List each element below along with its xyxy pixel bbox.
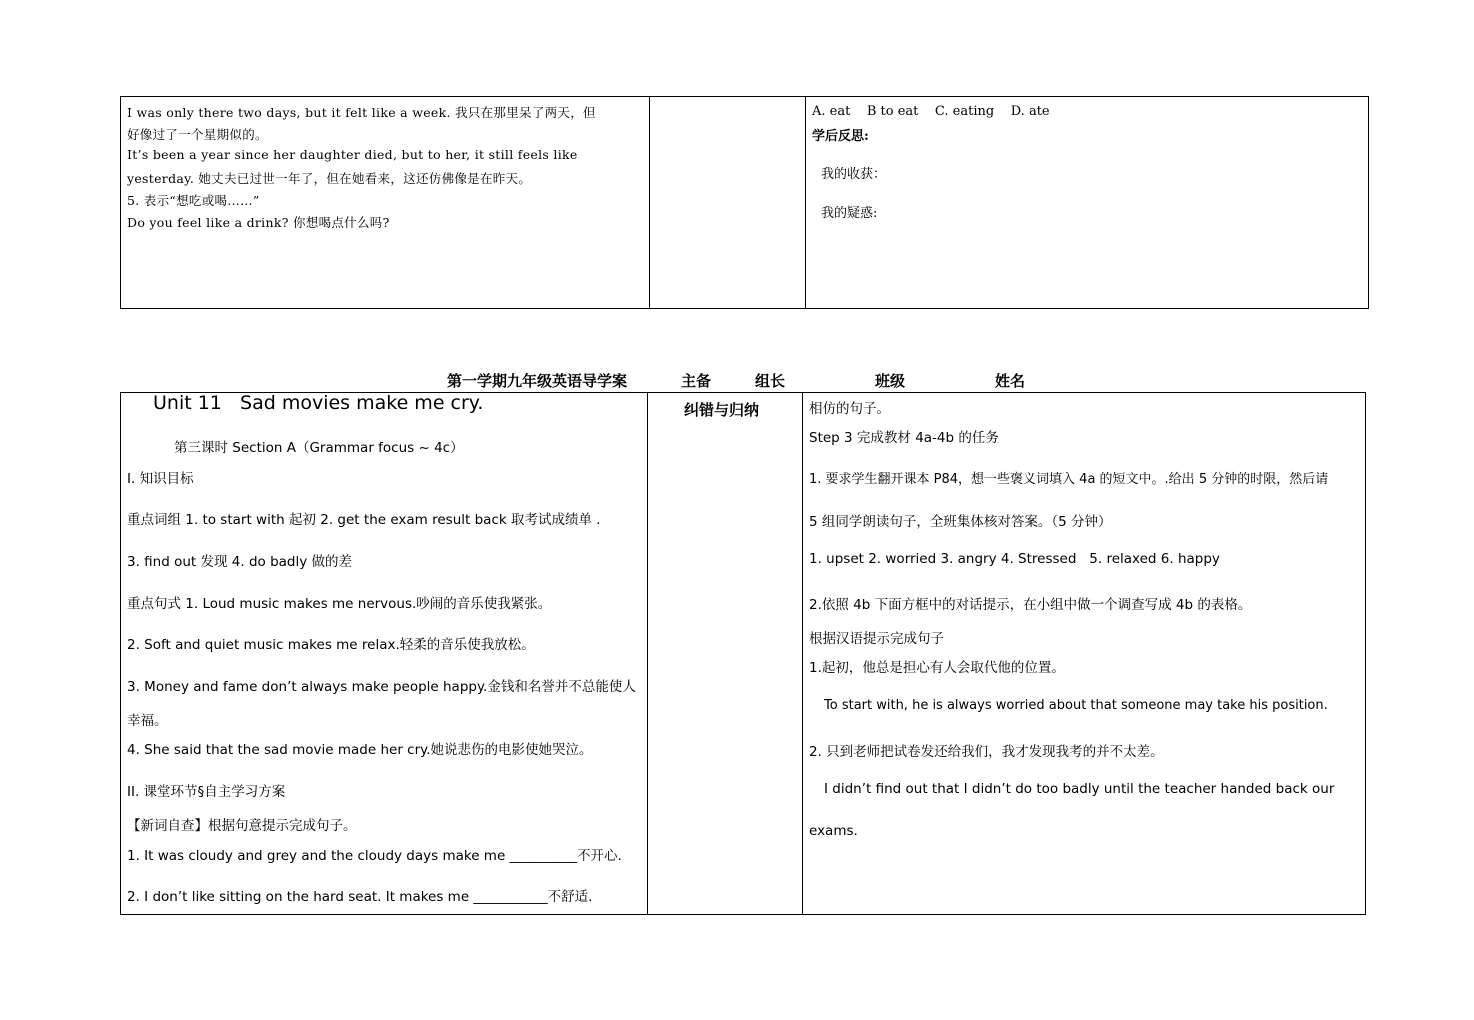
bottom-left-line-9: II. 课堂环节§自主学习方案 [127,784,286,800]
top-left-line-4: yesterday. 她丈夫已过世一年了，但在她看来，这还仿佛像是在昨天。 [127,171,532,186]
answer-options: A. eat B to eat C. eating D. ate [812,104,1050,119]
bottom-right-line-6: 2.依照 4b 下面方框中的对话提示，在小组中做一个调查写成 4b 的表格。 [809,597,1252,613]
bottom-right-line-4: 5 组同学朗读句子，全班集体核对答案。（5 分钟） [809,514,1112,530]
bottom-left-line-8: 4. She said that the sad movie made her cry.她说悲伤的电影使她哭泣。 [127,742,593,758]
bottom-left-line-11: 1. It was cloudy and grey and the cloudy days make me __________不开心. [127,848,622,864]
bottom-left-line-12: 2. I don’t like sitting on the hard seat. It makes me ___________不舒适. [127,889,593,905]
top-left-line-3: It’s been a year since her daughter died, but to her, it still feels like [127,147,578,162]
top-left-cell [121,97,649,308]
main-prep-label: 主备 [681,372,712,390]
bottom-left-line-5: 2. Soft and quiet music makes me relax.轻柔的音乐使我放松。 [127,637,535,653]
bottom-right-line-10: 2. 只到老师把试卷发还给我们，我才发现我考的并不太差。 [809,744,1164,760]
gain-label: 我的收获： [821,167,887,182]
class-label: 班级 [875,372,906,390]
bottom-left-line-3: 3. find out 发现 4. do badly 做的差 [127,554,353,570]
worksheet-title: 第一学期九年级英语导学案 [447,372,628,390]
doubt-label: 我的疑惑: [821,206,878,221]
bottom-right-line-12: exams. [809,823,858,839]
reflection-title: 学后反思: [812,129,869,144]
group-leader-label: 组长 [755,372,786,390]
top-right-cell [806,97,1368,308]
bottom-left-line-4: 重点句式 1. Loud music makes me nervous.吵闹的音乐使我紧张。 [127,596,552,612]
bottom-right-line-11: I didn’t find out that I didn’t do too badly until the teacher handed back our [824,781,1335,797]
bottom-right-line-8: 1.起初，他总是担心有人会取代他的位置。 [809,660,1065,676]
worksheet-header [0,370,1474,392]
bottom-left-line-2: 重点词组 1. to start with 起初 2. get the exam result back 取考试成绩单 . [127,512,601,528]
correction-summary-title: 纠错与归纳 [684,401,760,419]
bottom-right-line-3: 1. 要求学生翻开课本 P84，想一些褒义词填入 4a 的短文中。.给出 5 分钟的时限，然后请 [809,472,1329,487]
lesson-subtitle: 第三课时 Section A（Grammar focus ~ 4c） [174,440,464,456]
bottom-left-line-1: I. 知识目标 [127,471,194,487]
top-left-line-2: 好像过了一个星期似的。 [127,127,268,142]
top-table [120,96,1369,309]
top-middle-cell [650,97,805,308]
top-left-line-1: I was only there two days, but it felt like a week. 我只在那里呆了两天，但 [127,105,596,120]
top-left-line-6: Do you feel like a drink? 你想喝点什么吗? [127,215,390,230]
bottom-left-cell [121,393,647,914]
top-left-line-5: 5. 表示“想吃或喝……” [127,193,260,208]
bottom-left-line-10: 【新词自查】根据句意提示完成句子。 [127,818,357,834]
bottom-right-line-5: 1. upset 2. worried 3. angry 4. Stressed 5. relaxed 6. happy [809,551,1220,567]
bottom-middle-cell [648,393,802,914]
bottom-right-cell [803,393,1365,914]
bottom-left-line-6: 3. Money and fame don’t always make people happy.金钱和名誉并不总能使人 [127,679,636,695]
bottom-right-line-2: Step 3 完成教材 4a-4b 的任务 [809,430,999,446]
bottom-table [120,392,1366,915]
bottom-left-line-7: 幸福。 [127,713,168,729]
name-label: 姓名 [995,372,1026,390]
bottom-right-line-7: 根据汉语提示完成句子 [809,631,944,647]
unit-title: Unit 11 Sad movies make me cry. [153,392,484,414]
bottom-right-line-1: 相仿的句子。 [809,401,890,417]
bottom-right-line-9: To start with, he is always worried about that someone may take his position. [824,698,1328,713]
